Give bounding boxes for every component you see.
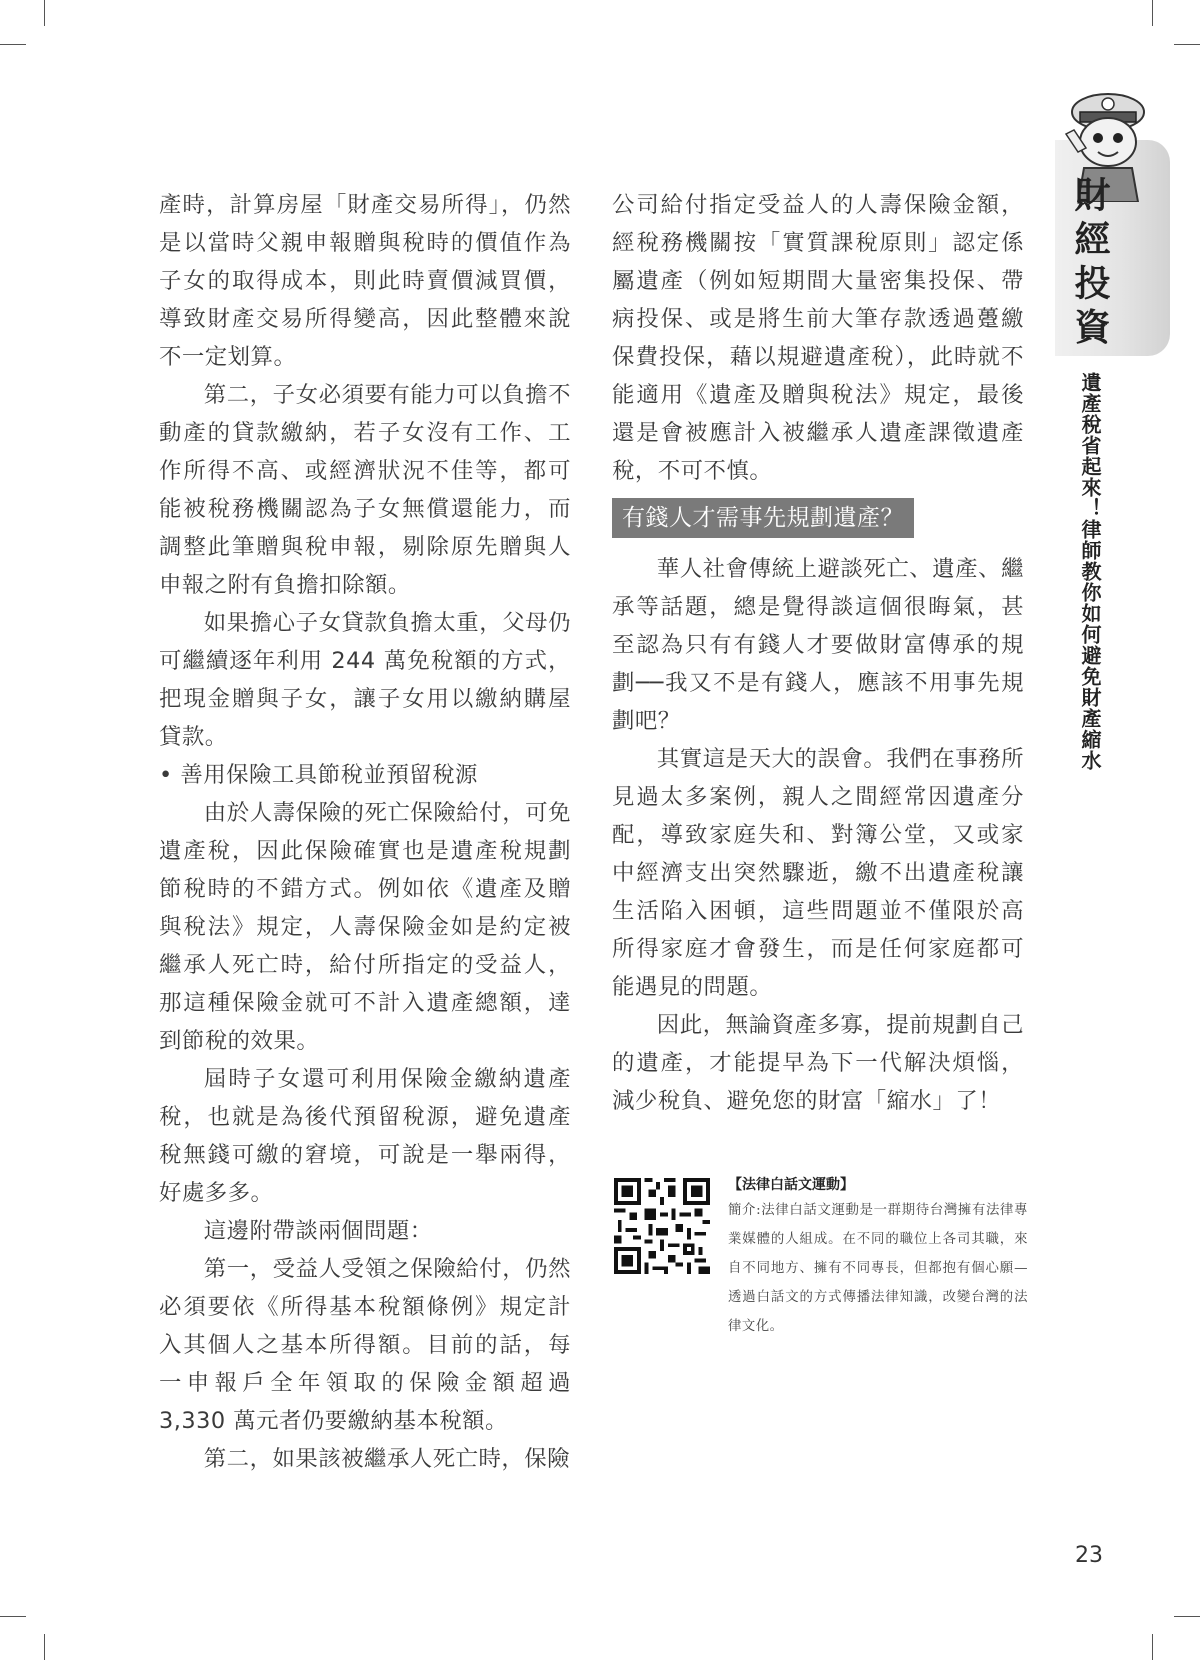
section-heading: 有錢人才需事先規劃遺產？	[612, 498, 914, 538]
crop-mark	[44, 1634, 45, 1660]
paragraph: 第一，受益人受領之保險給付，仍然必須要依《所得基本稅額條例》規定計入其個人之基本所得額。目前的話，每一申報戶全年領取的保險金額超過 3,330 萬元者仍要繳納基本稅額。	[159, 1256, 571, 1434]
crop-mark	[1174, 44, 1200, 45]
promo-body: 簡介:法律白話文運動是一群期待台灣擁有法律專業媒體的人組成。在不同的職位上各司其職，來自不同地方、擁有不同專長，但都抱有個心願—透過白話文的方式傳播法律知識，改變台灣的法律文化。	[728, 1203, 1028, 1334]
paragraph: 華人社會傳統上避談死亡、遺產、繼承等話題，總是覺得談這個很晦氣，甚至認為只有有錢人才要做財富傳承的規劃──我又不是有錢人，應該不用事先規劃吧？	[612, 556, 1024, 734]
left-column	[159, 186, 571, 1478]
promo-block	[728, 1174, 1028, 1341]
article-running-title: 遺產稅省起來！律師教你如何避免財產縮水	[1078, 372, 1102, 771]
paragraph: 這邊附帶談兩個問題：	[203, 1218, 433, 1244]
promo-title: 【法律白話文運動】	[728, 1177, 854, 1193]
paragraph: 其實這是天大的誤會。我們在事務所見過太多案例，親人之間經常因遺產分配，導致家庭失和、對簿公堂，又或家中經濟支出突然驟逝，繳不出遺產稅讓生活陷入困頓，這些問題並不僅限於高所得家庭才會發生，而是任何家庭都可能遇見的問題。	[612, 746, 1024, 1000]
paragraph: 屆時子女還可利用保險金繳納遺產稅，也就是為後代預留稅源，避免遺產稅無錢可繳的窘境，可說是一舉兩得，好處多多。	[159, 1066, 571, 1206]
paragraph: 如果擔心子女貸款負擔太重，父母仍可繼續逐年利用 244 萬免稅額的方式，把現金贈與子女，讓子女用以繳納購屋貸款。	[159, 610, 571, 750]
bullet-item: • 善用保險工具節稅並預留稅源	[159, 762, 478, 788]
crop-mark	[1174, 1616, 1200, 1617]
paragraph: 產時，計算房屋「財產交易所得」，仍然是以當時父親申報贈與稅時的價值作為子女的取得成本，則此時賣價減買價，導致財產交易所得變高，因此整體來說不一定划算。	[159, 192, 571, 370]
paragraph: 第二，如果該被繼承人死亡時，保險	[203, 1446, 571, 1472]
crop-mark	[0, 1616, 26, 1617]
crop-mark	[0, 44, 26, 45]
paragraph: 第二，子女必須要有能力可以負擔不動產的貸款繳納，若子女沒有工作、工作所得不高、或經濟狀況不佳等，都可能被稅務機關認為子女無償還能力，而調整此筆贈與稅申報，剔除原先贈與人申報之附有負擔扣除額。	[159, 382, 571, 598]
qr-code-icon[interactable]	[614, 1178, 710, 1274]
paragraph: 因此，無論資產多寡，提前規劃自己的遺產，才能提早為下一代解決煩惱，減少稅負、避免您的財富「縮水」了！	[612, 1012, 1024, 1114]
section-tab-label: 財經投資	[1069, 176, 1111, 352]
page-number: 23	[1075, 1543, 1103, 1568]
crop-mark	[1152, 1634, 1153, 1660]
right-column	[612, 186, 1024, 1120]
paragraph: 由於人壽保險的死亡保險給付，可免遺產稅，因此保險確實也是遺產稅規劃節稅時的不錯方式。例如依《遺產及贈與稅法》規定，人壽保險金如是約定被繼承人死亡時，給付所指定的受益人，那這種保險金就可不計入遺產總額，達到節稅的效果。	[159, 800, 571, 1054]
crop-mark	[44, 0, 45, 26]
crop-mark	[1152, 0, 1153, 26]
paragraph: 公司給付指定受益人的人壽保險金額，經稅務機關按「實質課稅原則」認定係屬遺產（例如短期間大量密集投保、帶病投保、或是將生前大筆存款透過躉繳保費投保，藉以規避遺產稅），此時就不能適用《遺產及贈與稅法》規定，最後還是會被應計入被繼承人遺產課徵遺產稅，不可不慎。	[612, 192, 1024, 484]
